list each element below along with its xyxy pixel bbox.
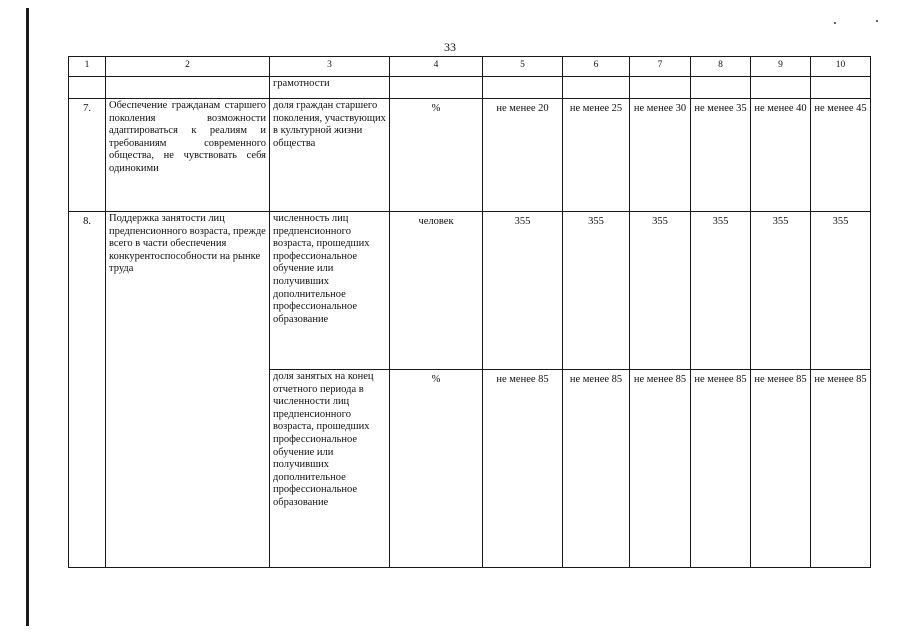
target-value: 355 <box>751 212 811 370</box>
target-value: не менее 40 <box>751 99 811 212</box>
page-number: 33 <box>444 40 456 54</box>
indicators-table <box>68 56 871 568</box>
target-value: не менее 85 <box>811 370 871 568</box>
target-value: не менее 85 <box>630 370 691 568</box>
target-value: не менее 45 <box>811 99 871 212</box>
table-row-8a <box>69 212 871 370</box>
target-value: не менее 85 <box>563 370 630 568</box>
target-value: 355 <box>630 212 691 370</box>
continued-text: грамотности <box>270 77 390 99</box>
unit-cell: человек <box>390 212 483 370</box>
target-value: не менее 30 <box>630 99 691 212</box>
column-number: 4 <box>390 57 483 77</box>
target-value: не менее 85 <box>483 370 563 568</box>
column-number: 10 <box>811 57 871 77</box>
unit-cell: % <box>390 99 483 212</box>
target-value: 355 <box>483 212 563 370</box>
continued-row <box>69 77 871 99</box>
column-number: 7 <box>630 57 691 77</box>
target-value: не менее 20 <box>483 99 563 212</box>
target-value: 355 <box>811 212 871 370</box>
column-number-row <box>69 57 871 77</box>
indicator-text: численность лиц предпенсионного возраста, прошедших профессиональное обучение или получивших дополнительное профессиональное образование <box>270 212 390 370</box>
margin-scan-bar <box>26 8 29 626</box>
column-number: 3 <box>270 57 390 77</box>
target-value: 355 <box>563 212 630 370</box>
row-number: 8. <box>69 212 106 568</box>
column-number: 9 <box>751 57 811 77</box>
unit-cell: % <box>390 370 483 568</box>
indicator-text: доля граждан старшего поколения, участвующих в культурной жизни общества <box>270 99 390 212</box>
column-number: 2 <box>106 57 270 77</box>
scan-speck <box>876 20 878 22</box>
scan-speck <box>834 22 836 24</box>
measure-text: Обеспечение гражданам старшего поколения возможности адаптироваться к реалиям и требованиям современного общества, не чувствовать себя одинокими <box>106 99 270 212</box>
table-row-7 <box>69 99 871 212</box>
column-number: 1 <box>69 57 106 77</box>
column-number: 6 <box>563 57 630 77</box>
target-value: 355 <box>691 212 751 370</box>
target-value: не менее 35 <box>691 99 751 212</box>
target-value: не менее 85 <box>751 370 811 568</box>
column-number: 8 <box>691 57 751 77</box>
column-number: 5 <box>483 57 563 77</box>
measure-text: Поддержка занятости лиц предпенсионного возраста, прежде всего в части обеспечения конкурентоспособности на рынке труда <box>106 212 270 568</box>
row-number: 7. <box>69 99 106 212</box>
target-value: не менее 85 <box>691 370 751 568</box>
indicator-text: доля занятых на конец отчетного периода в численности лиц предпенсионного возраста, прошедших профессиональное обучение или получивших дополнительное профессиональное образование <box>270 370 390 568</box>
target-value: не менее 25 <box>563 99 630 212</box>
